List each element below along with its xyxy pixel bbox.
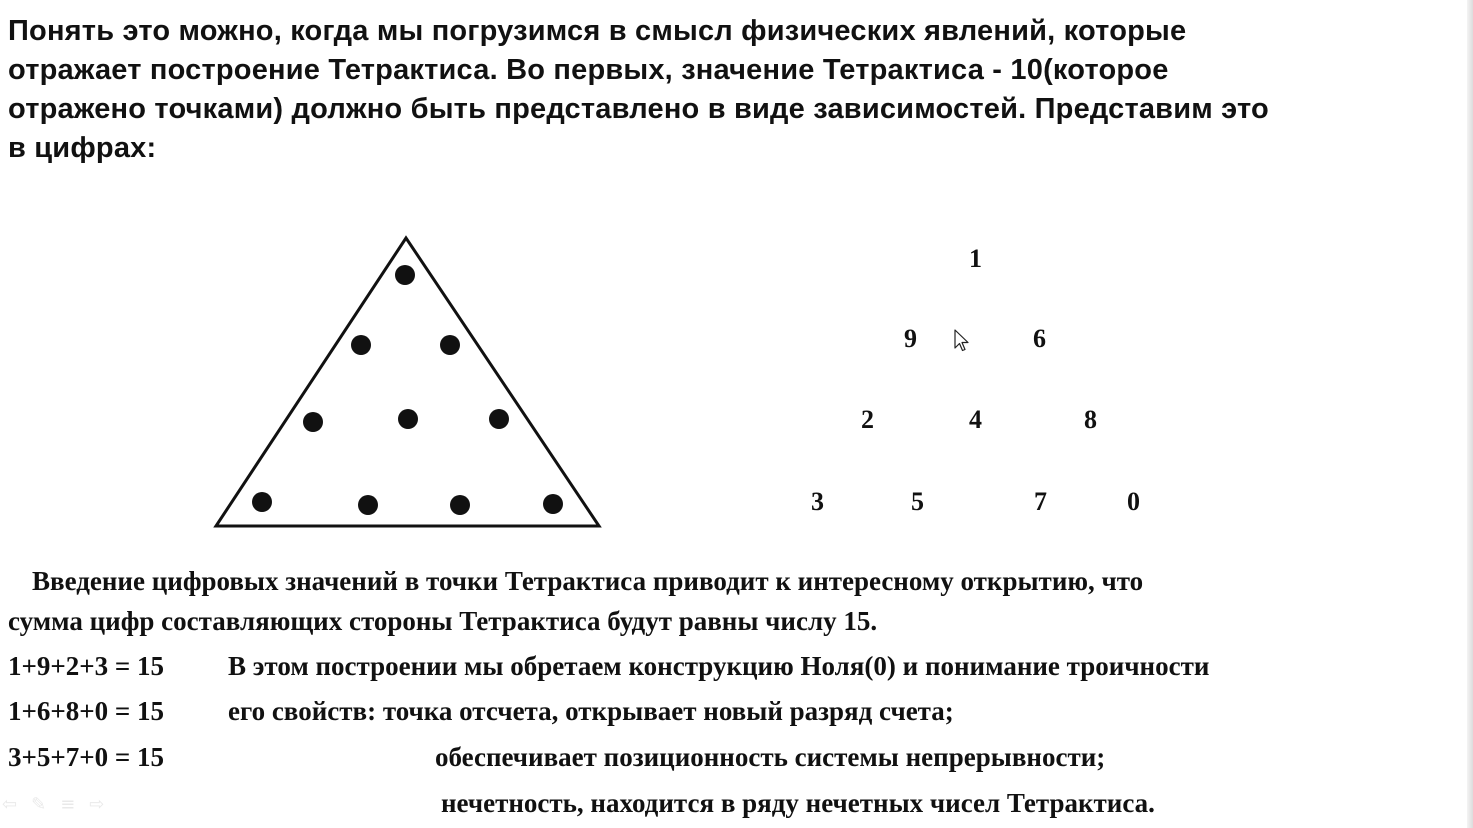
paragraph-line: Введение цифровых значений в точки Тетрактиса приводит к интересному открытию, что [32,566,1144,596]
intro-line: отражает построение Тетрактиса. Во первых, значение Тетрактиса - 10(которое [8,54,1169,86]
tetractys-number: 3 [811,487,824,516]
slideshow-controls [2,794,104,815]
tetractys-number: 2 [861,405,874,434]
tetractys-number: 7 [1034,487,1047,516]
tetractys-dot [358,495,378,515]
note-line: обеспечивает позиционность системы непрерывности; [435,742,1106,772]
intro-line: в цифрах: [8,132,157,164]
tetractys-dot [252,492,272,512]
note-line: нечетность, находится в ряду нечетных чисел Тетрактиса. [441,788,1155,818]
note-line: В этом построении мы обретаем конструкцию Ноля(0) и понимание троичности [228,651,1210,681]
tetractys-dot [450,495,470,515]
sum-equation: 3+5+7+0 = 15 [8,742,165,772]
tetractys-number: 1 [969,244,982,273]
next-arrow-icon[interactable]: ⇨ [89,794,105,815]
tetractys-number: 4 [969,405,982,434]
tetractys-number: 0 [1127,487,1140,516]
tetractys-number: 9 [904,324,917,353]
tetractys-number: 6 [1033,324,1046,353]
menu-icon[interactable]: ≡ [60,794,76,815]
tetractys-dot [543,494,563,514]
intro-line: Понять это можно, когда мы погрузимся в смысл физических явлений, которые [8,15,1187,47]
tetractys-dot [440,335,460,355]
prev-arrow-icon[interactable]: ⇦ [2,794,18,815]
tetractys-dot-diagram [205,230,615,540]
tetractys-dot [303,412,323,432]
intro-paragraph [8,12,1448,168]
tetractys-dot [351,335,371,355]
window-edge [1467,0,1473,828]
mouse-pointer-icon [954,329,970,353]
sum-equation: 1+6+8+0 = 15 [8,696,165,726]
paragraph-line: сумма цифр составляющих стороны Тетрактиса будут равны числу 15. [8,606,878,636]
tetractys-dot [398,409,418,429]
note-line: его свойств: точка отсчета, открывает новый разряд счета; [228,696,954,726]
sum-equation: 1+9+2+3 = 15 [8,651,165,681]
tetractys-dot [395,265,415,285]
tetractys-number: 8 [1084,405,1097,434]
tetractys-number: 5 [911,487,924,516]
intro-line: отражено точками) должно быть представлено в виде зависимостей. Представим это [8,93,1269,125]
tetractys-dot [489,409,509,429]
pen-icon[interactable]: ✎ [31,794,47,815]
